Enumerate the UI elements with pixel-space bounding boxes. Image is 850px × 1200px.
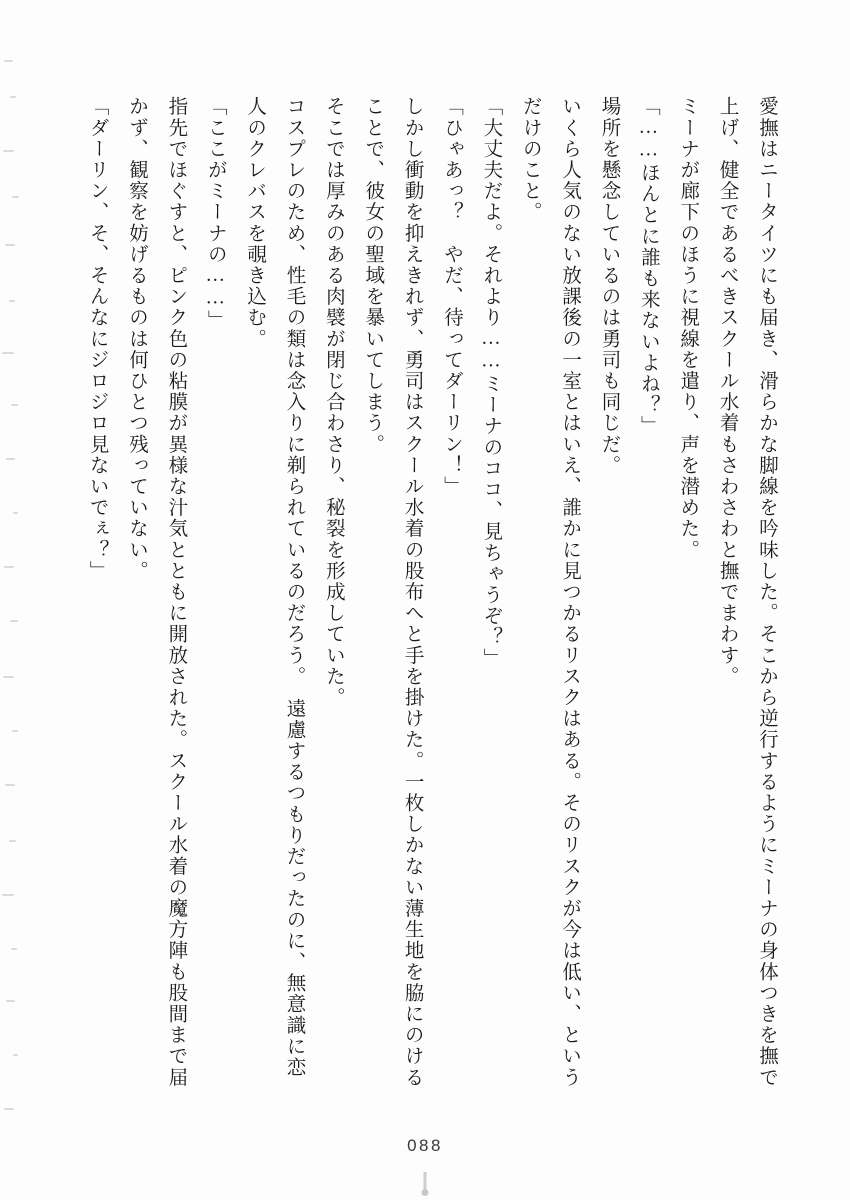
paragraph: 「ひゃあっ？ やだ、待ってダーリン！」 [441, 96, 462, 497]
paragraph: 指先でほぐすと、ピンク色の粘膜が異様な汁気とともに開放された。スクール水着の魔方陣も股間まで届かず、観察を妨げるものは何ひとつ残っていない。 [126, 96, 187, 1088]
paragraph: 「大丈夫だよ。それより……ミーナのココ、見ちゃうぞ？」 [480, 96, 502, 669]
paragraph: そこでは厚みのある肉襞が閉じ合わさり、秘裂を形成していた。 [322, 96, 344, 708]
folio-rule-decoration [424, 1172, 427, 1190]
paragraph: 「ここがミーナの……」 [204, 96, 226, 332]
page-number: 088 [407, 1136, 443, 1155]
folio-dot-decoration [422, 1189, 429, 1196]
scan-noise-decoration [0, 0, 34, 1200]
paragraph: 「ダーリン、そ、そんなにジロジロ見ないでぇ？」 [86, 96, 108, 582]
paragraph: いくら人気のない放課後の一室とはいえ、誰かに見つかるリスクはある。そのリスクが今は低い、というだけのこと。 [519, 96, 581, 1088]
paragraph: ミーナが廊下のほうに視線を遣り、声を潜めた。 [677, 96, 699, 561]
paragraph: しかし衝動を抑えきれず、勇司はスクール水着の股布へと手を掛けた。一枚しかない薄生地を脇にのけることで、彼女の聖域を暴いてしまう。 [362, 96, 423, 1088]
paragraph: 「……ほんとに誰も来ないよね？」 [637, 96, 659, 437]
paragraph: 愛撫はニータイツにも届き、滑らかな脚線を吟味した。そこから逆行するようにミーナの身体つきを撫で上げ、健全であるべきスクール水着もさわさわと撫でまわす。 [716, 96, 777, 1088]
paragraph: コスプレのため、性毛の類は念入りに剃られているのだろう。 遠慮するつもりだったのに、無意識に恋人のクレバスを覗き込む。 [244, 96, 305, 1078]
paragraph: 場所を懸念しているのは勇司も同じだ。 [598, 96, 620, 476]
novel-body-text [86, 96, 786, 1096]
